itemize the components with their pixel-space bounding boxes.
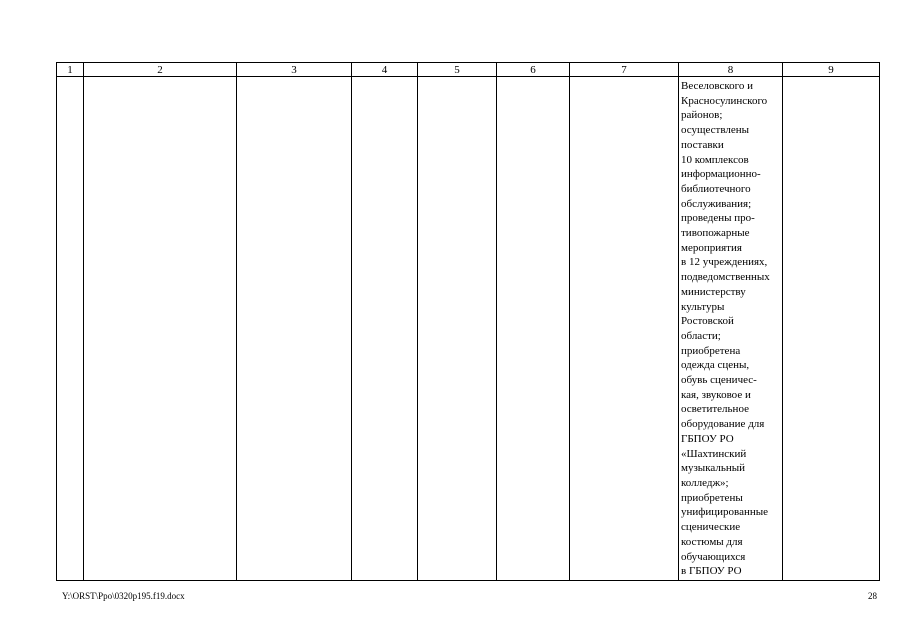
cell-8-line: осуществлены xyxy=(681,124,750,137)
page-number: 28 xyxy=(868,591,877,601)
table-cell-col-5 xyxy=(418,77,497,581)
cell-8-line: проведены про- xyxy=(681,212,755,225)
cell-8-line: информационно- xyxy=(681,168,761,181)
column-header-7: 7 xyxy=(570,63,679,77)
cell-8-line: приобретена xyxy=(681,344,741,357)
column-header-6: 6 xyxy=(497,63,570,77)
cell-8-line: унифицированные xyxy=(681,506,769,519)
cell-8-line: 10 комплексов xyxy=(681,153,749,166)
column-header-4: 4 xyxy=(352,63,418,77)
cell-8-line: «Шахтинский xyxy=(681,447,747,460)
cell-8-line: области; xyxy=(681,329,721,342)
table-cell-col-2 xyxy=(84,77,237,581)
cell-8-line: приобретены xyxy=(681,491,743,504)
column-header-5: 5 xyxy=(418,63,497,77)
table-cell-col-8 xyxy=(679,77,783,581)
footer-file-path: Y:\ORST\Ppo\0320p195.f19.docx xyxy=(62,591,185,601)
column-header-1: 1 xyxy=(57,63,84,77)
cell-8-line: колледж»; xyxy=(681,476,729,489)
column-header-9: 9 xyxy=(783,63,880,77)
cell-8-line: оборудование для xyxy=(681,418,765,431)
cell-8-line: Ростовской xyxy=(681,315,734,328)
cell-8-line: ГБПОУ РО xyxy=(681,432,734,445)
document-table xyxy=(56,62,880,581)
cell-8-line: Веселовского и xyxy=(681,80,754,92)
cell-8-line: Красносулинского xyxy=(681,94,768,107)
cell-8-line: библиотечного xyxy=(681,182,751,195)
cell-8-line: обучающихся xyxy=(681,550,746,563)
column-header-2: 2 xyxy=(84,63,237,77)
table-cell-col-7 xyxy=(570,77,679,581)
table-cell-col-4 xyxy=(352,77,418,581)
cell-8-line: костюмы для xyxy=(681,535,743,548)
cell-8-line: подведомственных xyxy=(681,271,770,284)
cell-8-line: кая, звуковое и xyxy=(681,388,751,401)
cell-8-line: музыкальный xyxy=(681,462,746,475)
cell-8-line: мероприятия xyxy=(681,241,742,254)
cell-8-line: сценические xyxy=(681,521,741,534)
cell-8-line: обувь сценичес- xyxy=(681,374,757,387)
table-cell-col-1 xyxy=(57,77,84,581)
column-header-3: 3 xyxy=(237,63,352,77)
cell-8-line: поставки xyxy=(681,138,724,151)
cell-8-line: тивопожарные xyxy=(681,227,750,240)
cell-8-line: районов; xyxy=(681,109,723,122)
cell-8-line: одежда сцены, xyxy=(681,359,750,372)
table-cell-col-3 xyxy=(237,77,352,581)
cell-8-line: осветительное xyxy=(681,403,749,416)
cell-8-line: культуры xyxy=(681,300,725,313)
cell-8-text xyxy=(679,77,782,579)
cell-8-line: в ГБПОУ РО xyxy=(681,565,742,578)
cell-8-line: обслуживания; xyxy=(681,197,752,210)
table-cell-col-9 xyxy=(783,77,880,581)
table-row xyxy=(57,77,880,581)
cell-8-line: в 12 учреждениях, xyxy=(681,256,768,269)
column-number-row xyxy=(57,63,880,77)
cell-8-line: министерству xyxy=(681,285,746,298)
table-cell-col-6 xyxy=(497,77,570,581)
column-header-8: 8 xyxy=(679,63,783,77)
